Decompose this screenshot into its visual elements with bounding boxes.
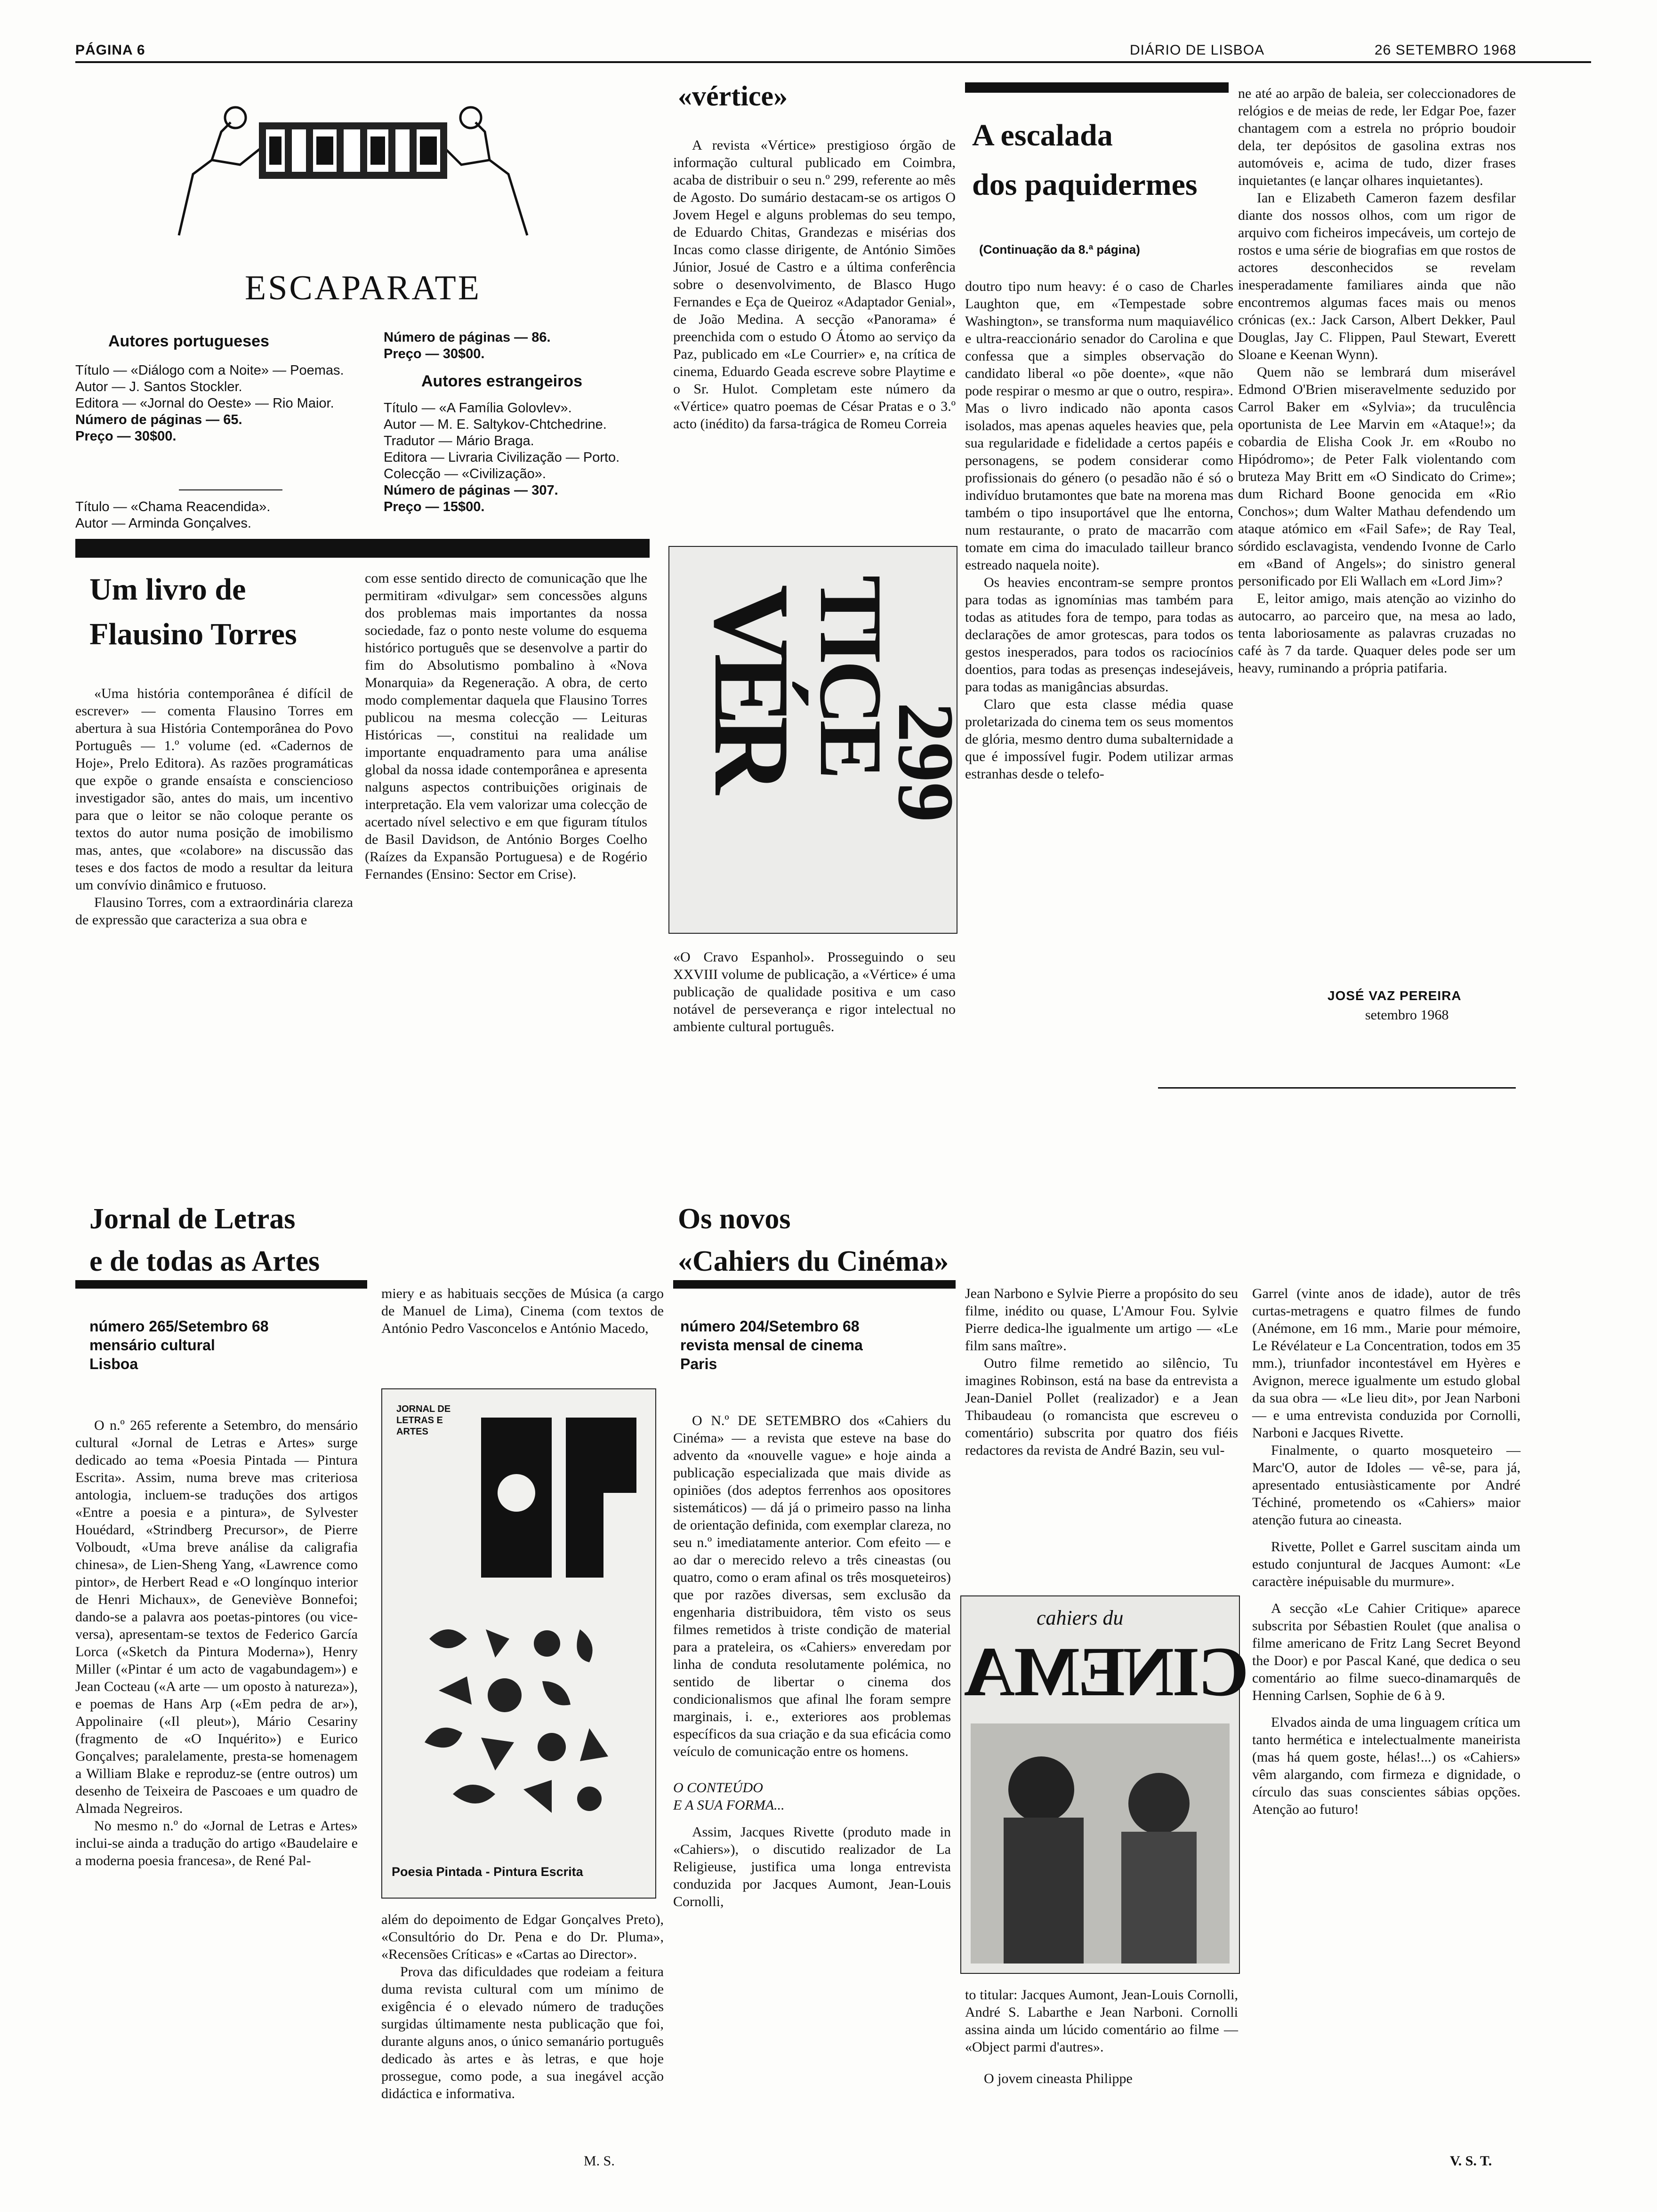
cahiers-cover-photo: [971, 1723, 1230, 1964]
jornal-issue-line-1: número 265/Setembro 68: [89, 1318, 269, 1335]
book-separator: [179, 489, 282, 490]
cahiers-issue-line-3: Paris: [680, 1355, 717, 1372]
jornal-title-line-2: e de todas as Artes: [89, 1245, 320, 1277]
paquidermes-title-line-1: A escalada: [972, 118, 1113, 152]
jornal-issue-line-2: mensário cultural: [89, 1337, 215, 1354]
flausino-paragraph-1: «Uma história contemporânea é difícil de escrever» — comenta Flausino Torres em abertura à sua História Contemporânea do Povo Português — 1.º volume (ed. «Cadernos de Hoje», Prelo Editora). As razões programáticas que expõe o grande ensaísta e consciencioso investigador são, antes do mais, um incentivo para que o leitor se não coloque perante os textos do autor numa posição de imobilismo mas, antes, que «colabore» na discussão das teses e dos factos de modo a resultar da leitura um convívio dinâmico e frutuoso.: [75, 686, 353, 893]
cahiers-issue-line-1: número 204/Setembro 68: [680, 1318, 860, 1335]
book-2-price: Preço — 30$00.: [384, 346, 485, 361]
book-2-title: Título — «Chama Reacendida».: [75, 499, 271, 514]
vertice-paragraph-2: «O Cravo Espanhol». Prosseguindo o seu XXVIII volume de publicação, a «Vértice» é uma publicação de qualidade positiva e um caso notável de perseverança e rigor intelectual no ambiente cultural português.: [673, 949, 956, 1034]
escaparate-bottom-bar: [75, 539, 650, 558]
issue-date: 26 SETEMBRO 1968: [1375, 42, 1517, 58]
book-3-author: Autor — M. E. Saltykov-Chtchedrine.: [384, 417, 607, 432]
jornal-cover-shapes: [410, 1611, 627, 1836]
cahiers-column-1: [673, 1412, 951, 1910]
jornal-column-2-bottom: [381, 1911, 664, 2102]
cahiers-paragraph-10: A secção «Le Cahier Critique» aparece subscrita por Sébastien Roulet (que analisa o filme americano de Fritz Lang Secret Beyond the Door) e por Pascal Kané, que dedica o seu comentário ao filme sueco-dinamarquês de Henning Carlsen, Sophie de 6 à 9.: [1252, 1601, 1520, 1703]
cahiers-subheading-2: E A SUA FORMA...: [673, 1797, 785, 1813]
flausino-title-line-2: Flausino Torres: [89, 617, 297, 651]
cahiers-cover-image: [960, 1595, 1249, 1974]
book-3-title: Título — «A Família Golovlev».: [384, 401, 572, 416]
jornal-cover-image: [381, 1388, 656, 1899]
jornal-paragraph-3: miery e as habituais secções de Música (a cargo de Manuel de Lima), Cinema (com textos de António Pedro Vasconcelos e António Macedo,: [381, 1286, 664, 1336]
flausino-column-1: [75, 685, 353, 929]
paquidermes-author: JOSÉ VAZ PEREIRA: [1327, 988, 1462, 1003]
book-1-title: Título — «Diálogo com a Noite» — Poemas.: [75, 363, 344, 378]
foreign-authors-header: Autores estrangeiros: [421, 372, 582, 390]
top-section-bottom-rule: [1158, 1087, 1516, 1089]
paquidermes-paragraph-4: ne até ao arpão de baleia, ser coleccionadores de relógios e de meias de rede, ler Edgar Poe, fazer chantagem com a estrela no próprio boudoir dela, ter depósitos de gasolina extras nos automóveis e, acima de tudo, dizer frases inquietantes (e lançar olhares inquietantes).: [1238, 86, 1516, 188]
jornal-column-1: [75, 1417, 358, 1869]
book-3-pages: Número de páginas — 307.: [384, 483, 558, 498]
pt-authors-header: Autores portugueses: [108, 332, 269, 350]
cahiers-paragraph-6: O jovem cineasta Philippe: [984, 2071, 1133, 2086]
jornal-paragraph-4: além do depoimento de Edgar Gonçalves Preto), «Consultório do Dr. Pena e do Dr. Pluma», «Recensões Críticas» e «Cartas ao Director».: [381, 1912, 664, 1962]
jornal-paragraph-5: Prova das dificuldades que rodeiam a feitura duma revista cultural com um mínimo de exigência é o elevado número de traduções surgidas últimamente nesta publicação que foi, durante alguns anos, o único semanário português dedicado às artes e às letras, e que hoje prossegue, como pode, a sua inegável acção didáctica e informativa.: [381, 1964, 664, 2101]
cahiers-title-line-1: Os novos: [678, 1203, 791, 1235]
flausino-paragraph-2: Flausino Torres, com a extraordinária clareza de expressão que caracteriza a sua obra e: [75, 895, 353, 928]
paquidermes-top-bar: [965, 82, 1229, 93]
jornal-column-2-top: [381, 1285, 664, 1337]
jornal-cover-graphic: [472, 1399, 646, 1596]
cahiers-title-line-2: «Cahiers du Cinéma»: [678, 1245, 949, 1277]
masthead-rule: [75, 61, 1591, 63]
book-2-details: [75, 499, 367, 532]
jornal-issue-line-3: Lisboa: [89, 1355, 138, 1372]
book-1-author: Autor — J. Santos Stockler.: [75, 379, 242, 394]
vertice-cover-word-1: VÉR: [692, 585, 812, 785]
book-2-extra: [384, 329, 647, 362]
cahiers-column-2-bottom: [965, 1986, 1238, 2087]
book-1-price: Preço — 30$00.: [75, 429, 177, 444]
vertice-paragraph-1: A revista «Vértice» prestigioso órgão de informação cultural publicado em Coimbra, acaba de distribuir o seu n.º 299, referente ao mês de Agosto. Do sumário destacam-se os artigos O Jovem Hegel e alguns problemas do seu tempo, de Eduardo Chitas, Grandezas e misérias dos Incas como classe dirigente, de António Simões Júnior, Josué de Castro e a última conferência sobre o desenvolvimento, de Blasco Hugo Fernandes e Eça de Queiroz «Adaptador Genial», de João Medina. A secção «Panorama» é preenchida com o estudo O Átomo ao serviço da Paz, publicado em «Le Courrier» e, na crítica de cinema, Eduardo Geada escreve sobre Playtime e o Sr. Hulot. Completam este número da «Vértice» quatro poemas de César Pratas e o 3.º acto (inédito) da farsa-trágica de Romeu Correia: [673, 137, 956, 432]
jornal-cover-caption: Poesia Pintada - Pintura Escrita: [392, 1865, 583, 1879]
book-1-details: [75, 362, 367, 445]
cahiers-subheading-1: O CONTEÚDO: [673, 1780, 763, 1795]
jornal-title-line-1: Jornal de Letras: [89, 1203, 296, 1235]
cahiers-cover-heading: cahiers du: [1037, 1606, 1124, 1629]
paquidermes-paragraph-1: doutro tipo num heavy: é o caso de Charles Laughton que, em «Tempestade sobre Washington», se transforma num maquiavélico e ultra-reaccionário senador do Carolina e que confessa que a simples observação do candidato liberal «o põe doente», «que não pode respirar o mesmo ar que o outro, respira». Mas o livro indicado não aponta casos isolados, mas apenas aqueles heavies que, pela sua regularidade e fidelidade a certos papéis e personagens, se podem considerar como profissionais do género (o pesadão não é só o indivíduo brutamontes que bate na morena mas também o tipo insuportável que lhe entorna, num restaurante, o prato de macarrão com tomate em cima do imaculado tailleur branco estreado naquela noite).: [965, 279, 1233, 573]
cahiers-paragraph-7: Garrel (vinte anos de idade), autor de três curtas-metragens e quatro filmes de fundo (Anémone, em 16 mm., Marie pour mémoire, Le Révélateur e La Concentration, todos em 35 mm.), triunfador incontestável em Hyères e Avignon, merece igualmente um estudo global da sua obra — «Le lieu dit», por Jean Narboni — e uma entrevista conduzida por Cornolli, Narboni e Jacques Rivette.: [1252, 1286, 1520, 1441]
paquidermes-date: setembro 1968: [1365, 1007, 1449, 1023]
paquidermes-column-2: [1238, 85, 1516, 677]
vertice-cover-word-2: TICE: [801, 575, 900, 775]
book-3-price: Preço — 15$00.: [384, 499, 485, 514]
jornal-paragraph-2: No mesmo n.º do «Jornal de Letras e Artes» inclui-se ainda a tradução do artigo «Baudelaire e a moderna poesia francesa», de René Pal-: [75, 1818, 358, 1868]
newspaper-name: DIÁRIO DE LISBOA: [1130, 42, 1265, 58]
vertice-title: «vértice»: [678, 80, 788, 112]
cahiers-paragraph-1: O N.º DE SETEMBRO dos «Cahiers du Cinéma» — a revista que esteve na base do advento da «nouvelle vague» e hoje ainda a publicação especializada que mais divide as opiniões (dos adeptos ferrenhos aos opositores sistemáticos) — dá já o primeiro passo na linha de orientação definida, com exemplar clareza, no seu n.º imediatamente anterior. Com efeito — e ao dar o merecido relevo a três cineastas (ou quatro, como o eram afinal os três mosqueteiros) que por razões diversas, sem exclusão da engenharia distribuidora, têm visto os seus filmes remetidos à triste condição de material para a prateleira, os «Cahiers» enveredam por linha de conduta resolutamente polémica, no sentido de libertar o cinema dos condicionalismos que afinal lhe foram sempre marginais, i. e., exteriores aos problemas específicos da sua criação e da sua eficácia como veículo de comunicação entre os homens.: [673, 1413, 951, 1759]
cahiers-paragraph-11: Elvados ainda de uma linguagem crítica um tanto hermética e intelectualmente maneirista (mas há quem goste, hélas!...) os «Cahiers» vêm alargando, com firmeza e dignidade, o círculo das suas conscientes sábias opções. Atenção ao futuro!: [1252, 1715, 1520, 1817]
jornal-paragraph-1: O n.º 265 referente a Setembro, do mensário cultural «Jornal de Letras e Artes» surge dedicado ao tema «Poesia Pintada — Pintura Escrita». Assim, numa breve mas criteriosa antologia, incluem-se traduções dos artigos «Entre a poesia e a pintura», de Sylvester Houédard, «Strindberg Precursor», de Pierre Volboudt, «Uma breve análise da caligrafia chinesa», de Lien-Sheng Yang, «Lawrence como pintor», de Herbert Read e «O longínquo interior de Henri Michaux», de Geneviève Bonnefoi; dando-se a palavra aos poetas-pintores (ou vice-versa), apresentam-se textos de Federico García Lorca («Sketch da Pintura Moderna»), Henry Miller («Pintar é um acto de vagabundagem») e Jean Cocteau («A arte — um oposto à natureza»), e poemas de Hans Arp («Em pedra de ar»), Appolinaire («Il pleut»), Mário Cesariny (fragmento de «O Inquérito») e Eurico Gonçalves; paralelamente, presta-se homenagem a William Blake e reproduz-se (entre outros) um desenho de Teixeira de Pascoaes e um quadro de Almada Negreiros.: [75, 1418, 358, 1816]
book-1-pages: Número de páginas — 65.: [75, 412, 242, 427]
page-number: PÁGINA 6: [75, 42, 145, 58]
escaparate-illustration: [160, 104, 546, 245]
paquidermes-paragraph-7: E, leitor amigo, mais atenção ao vizinho do autocarro, ao parceiro que, na mesa ao lado, tenta laboriosamente as palavras cruzadas no café às 7 da tarde. Quaquer deles pode ser um heavy, ruminando a própria patifaria.: [1238, 591, 1516, 676]
book-1-publisher: Editora — «Jornal do Oeste» — Rio Maior.: [75, 396, 334, 411]
cahiers-paragraph-8: Finalmente, o quarto mosqueteiro — Marc'O, autor de Idoles — vê-se, para já, apresentado entusiàsticamente por André Téchiné, prometendo os «Cahiers» maior atenção futura ao cineasta.: [1252, 1443, 1520, 1528]
cahiers-paragraph-2: Assim, Jacques Rivette (produto made in «Cahiers»), o discutido realizador de La Religieuse, justifica uma longa entrevista conduzida por Jacques Aumont, Jean-Louis Cornolli,: [673, 1824, 951, 1909]
book-3-details: [384, 400, 647, 515]
paquidermes-paragraph-3: Claro que esta classe média quase proletarizada do cinema tem os seus momentos de glória, mesmo dentro duma subalternidade a que é impossível fugir. Podem utilizar armas estranhas desde o telefo-: [965, 697, 1233, 782]
paquidermes-paragraph-2: Os heavies encontram-se sempre prontos para todas as ignomínias mas também para todas as atitudes fora de tempo, para todas as declarações de amor grotescas, para todos os gestos inesperados, para todos os raciocínios doentios, para todas as presenças indesejáveis, para todas as manigâncias absurdas.: [965, 575, 1233, 695]
cahiers-signature: V. S. T.: [1450, 2153, 1492, 2169]
book-3-collection: Colecção — «Civilização».: [384, 466, 546, 481]
vertice-cover-number: 299: [882, 702, 970, 822]
jornal-cover-masthead: JORNAL DE LETRAS E ARTES: [396, 1404, 451, 1437]
vertice-cover-image: [668, 546, 970, 934]
cahiers-column-2-top: [965, 1285, 1238, 1459]
paquidermes-column-1: [965, 278, 1233, 783]
book-2-author: Autor — Arminda Gonçalves.: [75, 516, 251, 531]
book-3-translator: Tradutor — Mário Braga.: [384, 433, 534, 449]
vertice-column: [673, 136, 956, 433]
paquidermes-paragraph-6: Quem não se lembrará dum miserável Edmond O'Brien miseravelmente seduzido por Carrol Baker em «Sylvia»; da truculência oportunista de Lee Marvin em «Ataque!»; da cobardia de Elisha Cook Jr. em «Roubo no Hipódromo»; de Peter Falk violentando com bruteza May Britt em «O Sindicato do Crime»; dum Richard Boone genocida em «Rio Conchos»; dum Walter Mathau defendendo um ataque atómico em «Fail Safe»; de Ray Teal, sórdido esclavagista, vendendo Ivonne de Carlo em «Band of Angels»; do sinistro general personificado por Eli Wallach em «Lord Jim»?: [1238, 364, 1516, 589]
flausino-column-2: [365, 569, 647, 883]
jornal-signature: M. S.: [584, 2153, 615, 2169]
flausino-title-line-1: Um livro de: [89, 572, 246, 607]
cahiers-title-bar: [673, 1280, 956, 1289]
vertice-column-2: [673, 948, 956, 1035]
escaparate-title: ESCAPARATE: [245, 269, 481, 307]
cahiers-cover-word: CINEMA: [966, 1633, 1249, 1711]
cahiers-column-3: [1252, 1285, 1520, 1818]
cahiers-issue-line-2: revista mensal de cinema: [680, 1337, 863, 1354]
cahiers-paragraph-9: Rivette, Pollet e Garrel suscitam ainda um estudo conjuntural de Jacques Aumont: «Le caractère inépuisable du murmure».: [1252, 1539, 1520, 1589]
continuation-note: (Continuação da 8.ª página): [979, 242, 1140, 256]
flausino-paragraph-3: com esse sentido directo de comunicação que lhe permitiram «divulgar» sem concessões alguns dos problemas mais importantes da nossa sociedade, faz o ponto neste volume do esquema histórico português que se desenvolve a partir do fim do Absolutismo pombalino à «Nova Monarquia» da Regeneração. A obra, de certo modo complementar daquela que Flausino Torres publicou na mesma colecção — Leituras Históricas —, constitui na realidade um importante enquadramento para uma análise global da nossa idade contemporânea e apresenta nalguns aspectos contribuições originais de interpretação. Ela vem valorizar uma colecção de acertado nível selectivo e em que figuram títulos de Basil Davidson, de António Borges Coelho (Raízes da Expansão Portuguesa) e de Rogério Fernandes (Ensino: Sector em Crise).: [365, 570, 647, 882]
cahiers-paragraph-3: Jean Narbono e Sylvie Pierre a propósito do seu filme, inédito ou quase, L'Amour Fou. Sylvie Pierre dedica-lhe igualmente um artigo — «Le film sans maître».: [965, 1286, 1238, 1354]
cahiers-paragraph-5: to titular: Jacques Aumont, Jean-Louis Cornolli, André S. Labarthe e Jean Narboni. Cornolli assina ainda um lúcido comentário ao filme — «Object parmi d'autres».: [965, 1987, 1238, 2055]
jornal-title-bar: [75, 1280, 367, 1289]
cahiers-paragraph-4: Outro filme remetido ao silêncio, Tu imagines Robinson, está na base da entrevista a Jean-Daniel Pollet (realizador) e a Jean Thibaudeau (o romancista que escreveu o comentário) subscrita por quatro dos fiéis redactores da revista de André Bazin, seu vul-: [965, 1355, 1238, 1458]
book-3-publisher: Editora — Livraria Civilização — Porto.: [384, 450, 620, 465]
book-2-pages: Número de páginas — 86.: [384, 330, 551, 345]
paquidermes-title-line-2: dos paquidermes: [972, 168, 1198, 202]
paquidermes-paragraph-5: Ian e Elizabeth Cameron fazem desfilar diante dos nossos olhos, com um rigor de arquivo com ficheiros impecáveis, um cortejo de rostos e uma série de biografias em que rostos de actores desconhecidos se revelam inesperadamente familiares ainda que não encontremos algumas faces mais ou menos crónicas (ex.: Jack Carson, Albert Dekker, Paul Douglas, Jay C. Flippen, Paul Stewart, Everett Sloane e Keenan Wynn).: [1238, 190, 1516, 362]
